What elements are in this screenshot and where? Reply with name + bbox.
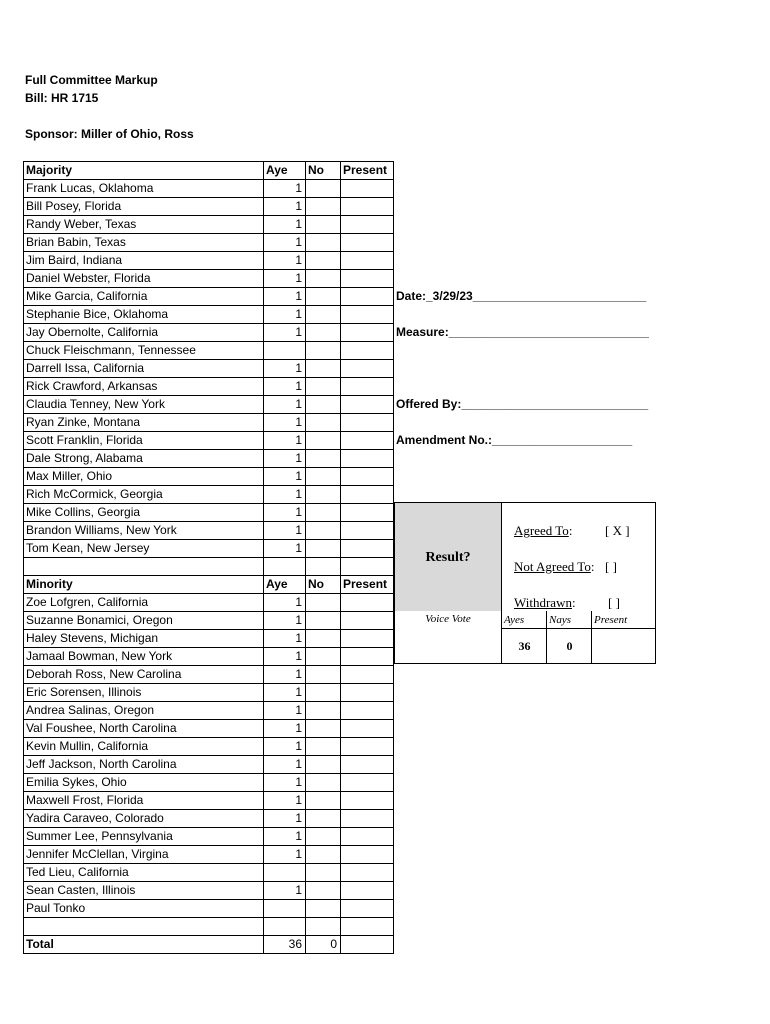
member-name: Max Miller, Ohio bbox=[24, 468, 264, 486]
aye-vote: 1 bbox=[264, 486, 306, 504]
nays-count: 0 bbox=[546, 629, 592, 663]
aye-vote: 1 bbox=[264, 828, 306, 846]
no-vote bbox=[306, 234, 341, 252]
no-vote bbox=[306, 684, 341, 702]
majority-header-row bbox=[24, 162, 394, 180]
aye-vote: 1 bbox=[264, 360, 306, 378]
aye-vote bbox=[264, 900, 306, 918]
aye-vote: 1 bbox=[264, 468, 306, 486]
present-vote bbox=[341, 558, 394, 576]
no-vote bbox=[306, 846, 341, 864]
offered-by-field: Offered By:____________________________ bbox=[396, 397, 649, 411]
member-name: Jennifer McClellan, Virgina bbox=[24, 846, 264, 864]
present-vote bbox=[341, 648, 394, 666]
aye-vote: 1 bbox=[264, 882, 306, 900]
member-name: Val Foushee, North Carolina bbox=[24, 720, 264, 738]
present-vote bbox=[341, 252, 394, 270]
no-vote bbox=[306, 216, 341, 234]
present-vote bbox=[341, 270, 394, 288]
aye-vote: 1 bbox=[264, 810, 306, 828]
no-vote bbox=[306, 882, 341, 900]
member-name: Darrell Issa, California bbox=[24, 360, 264, 378]
no-vote bbox=[306, 666, 341, 684]
member-row bbox=[24, 450, 394, 468]
minority-label: Minority bbox=[24, 576, 264, 594]
member-row bbox=[24, 864, 394, 882]
document-title: Full Committee Markup bbox=[25, 73, 158, 87]
present-vote bbox=[341, 900, 394, 918]
member-row bbox=[24, 252, 394, 270]
present-vote bbox=[341, 720, 394, 738]
no-column-header: No bbox=[306, 162, 341, 180]
present-vote bbox=[341, 702, 394, 720]
aye-vote bbox=[264, 864, 306, 882]
withdrawn-label: Withdrawn bbox=[514, 595, 572, 610]
present-vote bbox=[341, 486, 394, 504]
aye-vote: 1 bbox=[264, 180, 306, 198]
no-vote bbox=[306, 450, 341, 468]
minority-vote-table bbox=[23, 575, 394, 954]
present-vote bbox=[341, 684, 394, 702]
aye-vote: 1 bbox=[264, 504, 306, 522]
result-label: Result? bbox=[425, 550, 471, 565]
majority-label: Majority bbox=[24, 162, 264, 180]
member-row bbox=[24, 612, 394, 630]
present-vote bbox=[341, 594, 394, 612]
member-row bbox=[24, 234, 394, 252]
present-vote bbox=[341, 882, 394, 900]
present-vote bbox=[341, 378, 394, 396]
no-vote bbox=[306, 270, 341, 288]
aye-vote: 1 bbox=[264, 738, 306, 756]
member-name: Brandon Williams, New York bbox=[24, 522, 264, 540]
aye-vote: 1 bbox=[264, 270, 306, 288]
withdrawn-option: Withdrawn: bbox=[514, 595, 576, 610]
no-vote bbox=[306, 306, 341, 324]
member-row bbox=[24, 882, 394, 900]
member-name: Bill Posey, Florida bbox=[24, 198, 264, 216]
member-row bbox=[24, 180, 394, 198]
no-vote bbox=[306, 360, 341, 378]
member-name: Jay Obernolte, California bbox=[24, 324, 264, 342]
blank-row bbox=[24, 918, 394, 936]
present-vote bbox=[341, 756, 394, 774]
member-row bbox=[24, 198, 394, 216]
member-name: Summer Lee, Pennsylvania bbox=[24, 828, 264, 846]
present-vote bbox=[341, 612, 394, 630]
no-vote bbox=[306, 378, 341, 396]
present-vote bbox=[341, 828, 394, 846]
aye-vote: 1 bbox=[264, 288, 306, 306]
member-name: Kevin Mullin, California bbox=[24, 738, 264, 756]
bill-number: Bill: HR 1715 bbox=[25, 91, 99, 105]
member-row bbox=[24, 414, 394, 432]
no-vote bbox=[306, 288, 341, 306]
aye-vote: 1 bbox=[264, 792, 306, 810]
sponsor-line: Sponsor: Miller of Ohio, Ross bbox=[25, 127, 194, 141]
measure-field: Measure:______________________________ bbox=[396, 325, 649, 339]
present-vote bbox=[341, 630, 394, 648]
agreed-to-label: Agreed To bbox=[514, 523, 569, 538]
present-count bbox=[591, 629, 656, 663]
agreed-to-option: Agreed To: bbox=[514, 523, 573, 538]
member-name: Maxwell Frost, Florida bbox=[24, 792, 264, 810]
member-name: Suzanne Bonamici, Oregon bbox=[24, 612, 264, 630]
date-field: Date:_3/29/23__________________________ bbox=[396, 289, 647, 303]
present-vote bbox=[341, 324, 394, 342]
present-vote bbox=[341, 360, 394, 378]
member-row bbox=[24, 504, 394, 522]
member-row bbox=[24, 270, 394, 288]
member-row bbox=[24, 396, 394, 414]
not-agreed-to-checkbox: [ ] bbox=[605, 559, 617, 574]
result-label-cell bbox=[395, 503, 502, 611]
member-row bbox=[24, 360, 394, 378]
aye-vote: 1 bbox=[264, 684, 306, 702]
member-row bbox=[24, 342, 394, 360]
member-name: Rich McCormick, Georgia bbox=[24, 486, 264, 504]
no-vote bbox=[306, 522, 341, 540]
present-vote bbox=[341, 198, 394, 216]
aye-vote bbox=[264, 342, 306, 360]
member-row bbox=[24, 468, 394, 486]
total-row bbox=[24, 936, 394, 954]
member-name: Emilia Sykes, Ohio bbox=[24, 774, 264, 792]
aye-vote: 1 bbox=[264, 396, 306, 414]
member-name: Paul Tonko bbox=[24, 900, 264, 918]
no-vote bbox=[306, 540, 341, 558]
no-vote bbox=[306, 324, 341, 342]
member-name: Sean Casten, Illinois bbox=[24, 882, 264, 900]
present-vote bbox=[341, 666, 394, 684]
withdrawn-checkbox: [ ] bbox=[608, 595, 620, 610]
member-row bbox=[24, 486, 394, 504]
present-vote bbox=[341, 306, 394, 324]
no-vote bbox=[306, 504, 341, 522]
agreed-to-checkbox: [ X ] bbox=[605, 523, 630, 538]
member-name bbox=[24, 558, 264, 576]
aye-vote: 1 bbox=[264, 234, 306, 252]
aye-column-header: Aye bbox=[264, 576, 306, 594]
present-header: Present bbox=[591, 611, 655, 629]
no-vote bbox=[306, 828, 341, 846]
present-vote bbox=[341, 522, 394, 540]
member-name: Andrea Salinas, Oregon bbox=[24, 702, 264, 720]
member-row bbox=[24, 288, 394, 306]
aye-vote bbox=[264, 558, 306, 576]
member-row bbox=[24, 540, 394, 558]
voice-vote-label: Voice Vote bbox=[425, 613, 471, 625]
member-name: Stephanie Bice, Oklahoma bbox=[24, 306, 264, 324]
member-name: Deborah Ross, New Carolina bbox=[24, 666, 264, 684]
present-column-header: Present bbox=[341, 162, 394, 180]
present-vote bbox=[341, 396, 394, 414]
aye-vote: 1 bbox=[264, 540, 306, 558]
member-name: Haley Stevens, Michigan bbox=[24, 630, 264, 648]
aye-vote: 1 bbox=[264, 522, 306, 540]
minority-header-row bbox=[24, 576, 394, 594]
aye-vote: 1 bbox=[264, 198, 306, 216]
aye-vote: 1 bbox=[264, 846, 306, 864]
result-box bbox=[394, 502, 656, 664]
no-vote bbox=[306, 252, 341, 270]
present-vote bbox=[341, 918, 394, 936]
present-vote bbox=[341, 810, 394, 828]
no-vote bbox=[306, 342, 341, 360]
member-row bbox=[24, 792, 394, 810]
aye-vote: 1 bbox=[264, 630, 306, 648]
member-row bbox=[24, 684, 394, 702]
member-name: Chuck Fleischmann, Tennessee bbox=[24, 342, 264, 360]
aye-vote bbox=[264, 918, 306, 936]
member-name: Claudia Tenney, New York bbox=[24, 396, 264, 414]
present-vote bbox=[341, 414, 394, 432]
aye-vote: 1 bbox=[264, 702, 306, 720]
aye-vote: 1 bbox=[264, 432, 306, 450]
no-vote bbox=[306, 630, 341, 648]
no-vote bbox=[306, 180, 341, 198]
aye-vote: 1 bbox=[264, 378, 306, 396]
member-name: Rick Crawford, Arkansas bbox=[24, 378, 264, 396]
member-row bbox=[24, 648, 394, 666]
member-name: Frank Lucas, Oklahoma bbox=[24, 180, 264, 198]
member-row bbox=[24, 774, 394, 792]
no-vote bbox=[306, 702, 341, 720]
member-name: Mike Garcia, California bbox=[24, 288, 264, 306]
aye-vote: 1 bbox=[264, 612, 306, 630]
no-vote bbox=[306, 198, 341, 216]
no-vote bbox=[306, 756, 341, 774]
member-row bbox=[24, 720, 394, 738]
member-row bbox=[24, 216, 394, 234]
no-vote bbox=[306, 792, 341, 810]
no-vote bbox=[306, 432, 341, 450]
member-row bbox=[24, 594, 394, 612]
member-row bbox=[24, 522, 394, 540]
aye-column-header: Aye bbox=[264, 162, 306, 180]
no-vote bbox=[306, 648, 341, 666]
aye-vote: 1 bbox=[264, 306, 306, 324]
no-vote bbox=[306, 810, 341, 828]
member-row bbox=[24, 900, 394, 918]
present-vote bbox=[341, 216, 394, 234]
not-agreed-to-option: Not Agreed To: bbox=[514, 559, 595, 574]
member-row bbox=[24, 630, 394, 648]
member-row bbox=[24, 828, 394, 846]
member-name: Randy Weber, Texas bbox=[24, 216, 264, 234]
present-vote bbox=[341, 738, 394, 756]
no-vote bbox=[306, 558, 341, 576]
total-aye: 36 bbox=[264, 936, 306, 954]
present-vote bbox=[341, 504, 394, 522]
aye-vote: 1 bbox=[264, 324, 306, 342]
present-vote bbox=[341, 540, 394, 558]
present-vote bbox=[341, 288, 394, 306]
no-vote bbox=[306, 720, 341, 738]
member-name: Brian Babin, Texas bbox=[24, 234, 264, 252]
no-vote bbox=[306, 594, 341, 612]
no-vote bbox=[306, 396, 341, 414]
no-vote bbox=[306, 738, 341, 756]
aye-vote: 1 bbox=[264, 216, 306, 234]
present-vote bbox=[341, 432, 394, 450]
present-vote bbox=[341, 342, 394, 360]
member-row bbox=[24, 324, 394, 342]
aye-vote: 1 bbox=[264, 756, 306, 774]
present-vote bbox=[341, 180, 394, 198]
no-vote bbox=[306, 918, 341, 936]
present-vote bbox=[341, 792, 394, 810]
member-name: Zoe Lofgren, California bbox=[24, 594, 264, 612]
majority-vote-table bbox=[23, 161, 394, 576]
aye-vote: 1 bbox=[264, 450, 306, 468]
no-vote bbox=[306, 612, 341, 630]
aye-vote: 1 bbox=[264, 252, 306, 270]
aye-vote: 1 bbox=[264, 414, 306, 432]
member-row bbox=[24, 306, 394, 324]
voice-vote-row bbox=[395, 611, 655, 663]
amendment-number-field: Amendment No.:_____________________ bbox=[396, 433, 633, 447]
aye-vote: 1 bbox=[264, 666, 306, 684]
member-name: Eric Sorensen, Illinois bbox=[24, 684, 264, 702]
nays-header: Nays bbox=[546, 611, 591, 629]
total-no: 0 bbox=[306, 936, 341, 954]
ayes-header: Ayes bbox=[501, 611, 546, 629]
no-column-header: No bbox=[306, 576, 341, 594]
member-row bbox=[24, 702, 394, 720]
present-column-header: Present bbox=[341, 576, 394, 594]
member-row bbox=[24, 378, 394, 396]
member-name: Ted Lieu, California bbox=[24, 864, 264, 882]
member-name: Scott Franklin, Florida bbox=[24, 432, 264, 450]
member-name: Jamaal Bowman, New York bbox=[24, 648, 264, 666]
total-label: Total bbox=[24, 936, 264, 954]
present-vote bbox=[341, 234, 394, 252]
member-row bbox=[24, 756, 394, 774]
no-vote bbox=[306, 414, 341, 432]
member-name: Tom Kean, New Jersey bbox=[24, 540, 264, 558]
member-row bbox=[24, 738, 394, 756]
member-row bbox=[24, 810, 394, 828]
member-row bbox=[24, 432, 394, 450]
member-row bbox=[24, 666, 394, 684]
member-name: Mike Collins, Georgia bbox=[24, 504, 264, 522]
member-row bbox=[24, 846, 394, 864]
aye-vote: 1 bbox=[264, 594, 306, 612]
ayes-count: 36 bbox=[501, 629, 547, 663]
present-vote bbox=[341, 468, 394, 486]
no-vote bbox=[306, 900, 341, 918]
member-name bbox=[24, 918, 264, 936]
present-vote bbox=[341, 864, 394, 882]
member-name: Yadira Caraveo, Colorado bbox=[24, 810, 264, 828]
no-vote bbox=[306, 864, 341, 882]
no-vote bbox=[306, 486, 341, 504]
no-vote bbox=[306, 774, 341, 792]
aye-vote: 1 bbox=[264, 720, 306, 738]
member-name: Daniel Webster, Florida bbox=[24, 270, 264, 288]
total-present bbox=[341, 936, 394, 954]
member-name: Ryan Zinke, Montana bbox=[24, 414, 264, 432]
aye-vote: 1 bbox=[264, 648, 306, 666]
present-vote bbox=[341, 450, 394, 468]
blank-row bbox=[24, 558, 394, 576]
present-vote bbox=[341, 846, 394, 864]
member-name: Jeff Jackson, North Carolina bbox=[24, 756, 264, 774]
member-name: Jim Baird, Indiana bbox=[24, 252, 264, 270]
member-name: Dale Strong, Alabama bbox=[24, 450, 264, 468]
not-agreed-to-label: Not Agreed To bbox=[514, 559, 591, 574]
no-vote bbox=[306, 468, 341, 486]
aye-vote: 1 bbox=[264, 774, 306, 792]
present-vote bbox=[341, 774, 394, 792]
